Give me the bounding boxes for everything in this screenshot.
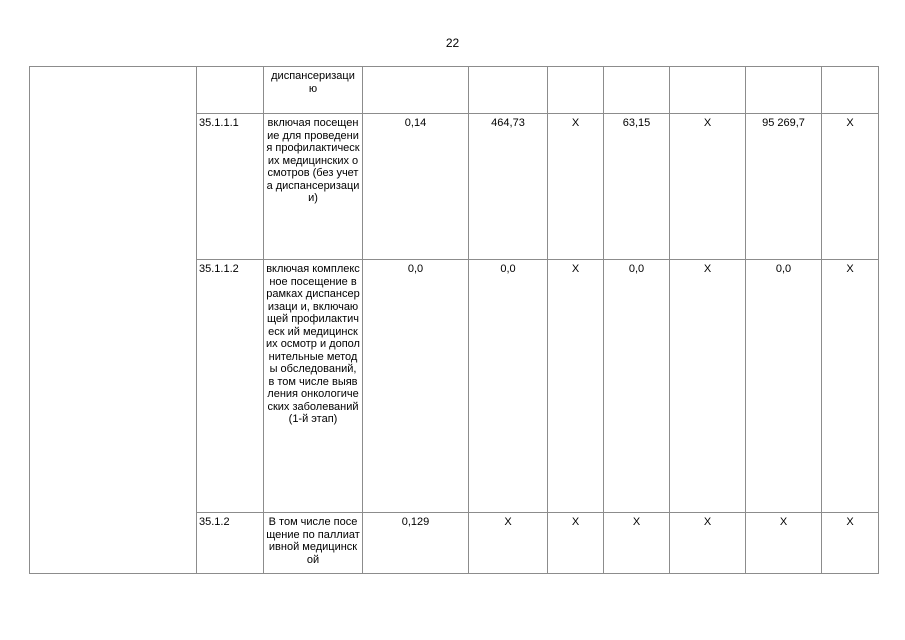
value-cell: 63,15 <box>604 114 670 260</box>
table-row <box>30 67 879 114</box>
code-cell: 35.1.1.2 <box>197 260 264 513</box>
group-cell <box>30 67 197 574</box>
value-cell: X <box>822 513 879 574</box>
value-cell: 0,0 <box>746 260 822 513</box>
value-cell: 0,14 <box>363 114 469 260</box>
code-cell <box>197 67 264 114</box>
value-cell <box>822 67 879 114</box>
value-cell: X <box>670 260 746 513</box>
value-cell <box>469 67 548 114</box>
value-cell: X <box>604 513 670 574</box>
name-cell: включая посещение для проведения профилактическ их медицинских осмотров (без учета диспансеризаци и) <box>264 114 363 260</box>
value-cell <box>670 67 746 114</box>
page-number: 22 <box>445 36 460 50</box>
value-cell: 0,0 <box>469 260 548 513</box>
value-cell: X <box>746 513 822 574</box>
value-cell: X <box>469 513 548 574</box>
value-cell: 0,0 <box>363 260 469 513</box>
value-cell: X <box>548 513 604 574</box>
code-cell: 35.1.2 <box>197 513 264 574</box>
value-cell: 0,129 <box>363 513 469 574</box>
value-cell: X <box>670 114 746 260</box>
value-cell: X <box>548 114 604 260</box>
value-cell: X <box>822 260 879 513</box>
value-cell: X <box>822 114 879 260</box>
name-cell: включая комплексное посещение в рамках диспансеризаци и, включающей профилактическ ий медицинских осмотр и дополнительные методы обследований, в том числе выявления онкологических заболеваний (1-й этап) <box>264 260 363 513</box>
value-cell: X <box>670 513 746 574</box>
value-cell: 0,0 <box>604 260 670 513</box>
value-cell: 464,73 <box>469 114 548 260</box>
name-cell: диспансеризаци ю <box>264 67 363 114</box>
value-cell <box>548 67 604 114</box>
value-cell <box>604 67 670 114</box>
value-cell <box>746 67 822 114</box>
data-table <box>29 66 879 574</box>
code-cell: 35.1.1.1 <box>197 114 264 260</box>
value-cell: X <box>548 260 604 513</box>
name-cell: В том числе посещение по паллиативной медицинской <box>264 513 363 574</box>
value-cell <box>363 67 469 114</box>
value-cell: 95 269,7 <box>746 114 822 260</box>
